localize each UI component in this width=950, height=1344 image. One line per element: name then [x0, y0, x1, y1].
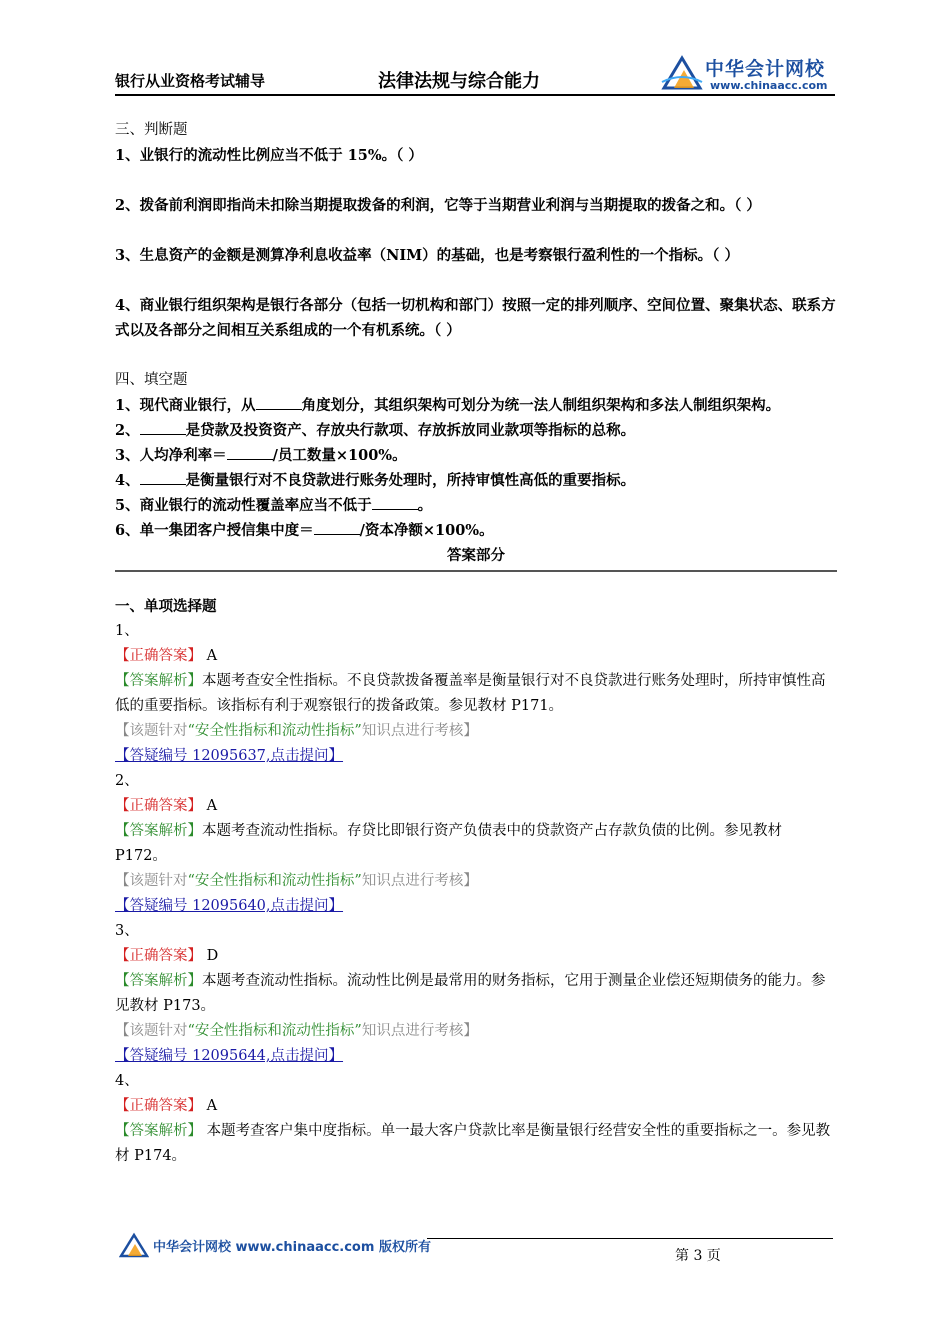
header-title: 法律法规与综合能力: [378, 71, 540, 92]
answer-blank: [372, 496, 418, 510]
correct-answer-line: 【正确答案】 A: [115, 1098, 218, 1114]
correct-answer-value: D: [206, 948, 219, 964]
answer-number: 2、: [115, 773, 139, 789]
correct-answer-value: A: [206, 648, 218, 664]
topic-line: 【该题针对“安全性指标和流动性指标”知识点进行考核】: [115, 723, 478, 739]
fill-q3: 3、人均净利率＝ /员工数量×100%。: [115, 447, 407, 464]
answer-blank: [256, 396, 302, 410]
fill-q4: 4、 是衡量银行对不良贷款进行账务处理时，所持审慎性高低的重要指标。: [115, 472, 636, 489]
analysis-line: 【答案解析】本题考查流动性指标。存贷比即银行资产负债表中的贷款资产占存款负债的比例。参见教材 P172。: [115, 823, 782, 864]
answers-title: 答案部分: [447, 547, 505, 564]
section-heading-fill: 四、填空题: [115, 372, 188, 388]
answer-blank: [140, 421, 186, 435]
page-footer: [115, 1232, 837, 1272]
correct-answer-value: A: [206, 1098, 218, 1114]
header-rule: [115, 94, 835, 96]
ask-question-link[interactable]: 【答疑编号 12095640,点击提问】: [115, 898, 344, 914]
document-body: [115, 118, 837, 1169]
logo-name: 中华会计网校: [705, 58, 826, 80]
judgement-q3: 3、生息资产的金额是测算净利息收益率（NIM）的基础，也是考察银行盈利性的一个指标。（ ）: [115, 247, 739, 264]
footer-rule: [427, 1238, 833, 1239]
footer-logo-icon: [119, 1232, 149, 1258]
analysis-line: 【答案解析】本题考查流动性指标。流动性比例是最常用的财务指标，它用于测量企业偿还短期债务的能力。参见教材 P173。: [115, 973, 826, 1014]
answers-section1-heading: 一、单项选择题: [115, 598, 217, 615]
fill-q1: 1、现代商业银行，从 角度划分，其组织架构可划分为统一法人制组织架构和多法人制组织架构。: [115, 397, 781, 414]
ask-question-link[interactable]: 【答疑编号 12095637,点击提问】: [115, 748, 344, 764]
fill-q6: 6、单一集团客户授信集中度＝ /资本净额×100%。: [115, 522, 494, 539]
header-subtitle: 银行从业资格考试辅导: [115, 72, 266, 90]
answer-number: 3、: [115, 923, 139, 939]
answer-number: 4、: [115, 1073, 139, 1089]
footer-copyright: 中华会计网校 www.chinaacc.com 版权所有: [153, 1240, 431, 1255]
correct-answer-line: 【正确答案】 A: [115, 798, 218, 814]
fill-q5: 5、商业银行的流动性覆盖率应当不低于 。: [115, 497, 433, 514]
question-link-row: [115, 744, 837, 769]
question-link-row: [115, 1044, 837, 1069]
judgement-q1: 1、业银行的流动性比例应当不低于 15%。（ ）: [115, 147, 423, 164]
answer-number: 1、: [115, 623, 139, 639]
page-number: 第 3 页: [675, 1248, 721, 1264]
topic-line: 【该题针对“安全性指标和流动性指标”知识点进行考核】: [115, 873, 478, 889]
brand-logo: [660, 52, 838, 92]
fill-q2: 2、 是贷款及投资资产、存放央行款项、存放拆放同业款项等指标的总称。: [115, 422, 636, 439]
correct-answer-line: 【正确答案】 A: [115, 648, 218, 664]
topic-line: 【该题针对“安全性指标和流动性指标”知识点进行考核】: [115, 1023, 478, 1039]
analysis-line: 【答案解析】 本题考查客户集中度指标。单一最大客户贷款比率是衡量银行经营安全性的重要指标之一。参见教材 P174。: [115, 1123, 831, 1164]
correct-answer-line: 【正确答案】 D: [115, 948, 219, 964]
correct-answer-value: A: [206, 798, 218, 814]
answer-blank: [140, 471, 186, 485]
answer-blank: [227, 446, 273, 460]
section-heading-judgement: 三、判断题: [115, 122, 188, 138]
page-header: [115, 52, 835, 94]
answers-divider: [115, 570, 837, 572]
question-link-row: [115, 894, 837, 919]
judgement-q2: 2、拨备前利润即指尚未扣除当期提取拨备的利润，它等于当期营业利润与当期提取的拨备之和。（ ）: [115, 197, 761, 214]
logo-icon: [660, 52, 704, 92]
answer-blank: [314, 521, 360, 535]
logo-url: www.chinaacc.com: [710, 79, 828, 92]
ask-question-link[interactable]: 【答疑编号 12095644,点击提问】: [115, 1048, 344, 1064]
judgement-q4: 4、商业银行组织架构是银行各部分（包括一切机构和部门）按照一定的排列顺序、空间位置、聚集状态、联系方式以及各部分之间相互关系组成的一个有机系统。（ ）: [115, 297, 836, 339]
analysis-line: 【答案解析】本题考查安全性指标。不良贷款拨备覆盖率是衡量银行对不良贷款进行账务处理时，所持审慎性高低的重要指标。该指标有利于观察银行的拨备政策。参见教材 P171。: [115, 673, 826, 714]
